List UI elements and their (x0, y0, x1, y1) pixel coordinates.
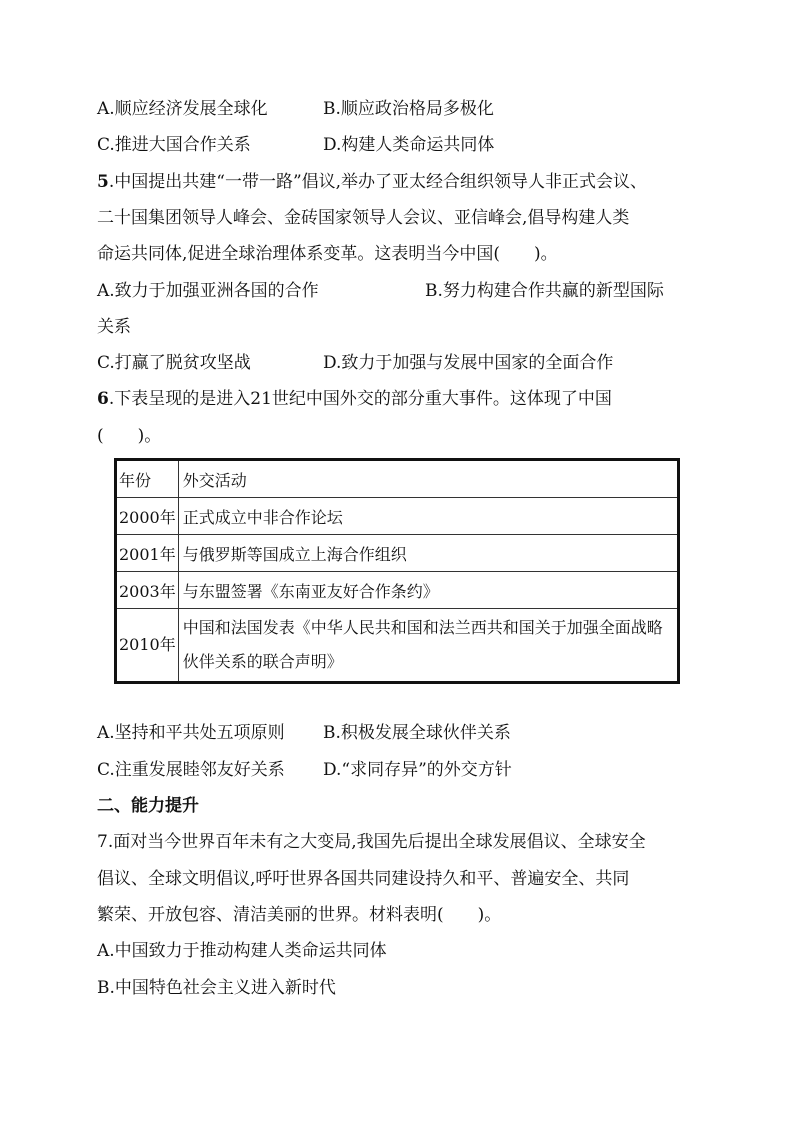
q5-option-a: A.致力于加强亚洲各国的合作 (97, 281, 319, 301)
q5-option-c: C.打赢了脱贫攻坚战 (97, 353, 251, 373)
q4-option-d: D.构建人类命运共同体 (323, 135, 495, 155)
q7-stem-line1: 7.面对当今世界百年未有之大变局,我国先后提出全球发展倡议、全球安全 (97, 832, 646, 852)
table-row (116, 535, 679, 572)
table-row (116, 498, 679, 535)
table-cell-year: 2000年 (116, 498, 179, 535)
q5-stem-line2: 二十国集团领导人峰会、金砖国家领导人会议、亚信峰会,倡导构建人类 (97, 208, 630, 228)
table-row (116, 572, 679, 609)
q6-stem-text: .下表呈现的是进入21世纪中国外交的部分重大事件。这体现了中国 (108, 389, 612, 409)
table-header-activity: 外交活动 (178, 460, 678, 498)
diplomacy-events-table (114, 458, 680, 684)
q5-stem-line3: 命运共同体,促进全球治理体系变革。这表明当今中国( )。 (97, 244, 558, 264)
table-cell-activity: 与东盟签署《东南亚友好合作条约》 (178, 572, 678, 609)
q5-stem-line1 (97, 170, 647, 194)
table-cell-activity: 与俄罗斯等国成立上海合作组织 (178, 535, 678, 572)
table-cell-year: 2003年 (116, 572, 179, 609)
q4-option-c: C.推进大国合作关系 (97, 135, 251, 155)
q7-option-b: B.中国特色社会主义进入新时代 (97, 978, 336, 998)
q7-stem-line2: 倡议、全球文明倡议,呼吁世界各国共同建设持久和平、普遍安全、共同 (97, 869, 630, 889)
table-cell-activity: 正式成立中非合作论坛 (178, 498, 678, 535)
section-title: 二、能力提升 (97, 796, 199, 816)
q5-option-b-cont: 关系 (97, 317, 131, 337)
q5-stem-text: .中国提出共建“一带一路”倡议,举办了亚太经合组织领导人非正式会议、 (108, 172, 648, 192)
q7-stem-line3: 繁荣、开放包容、清洁美丽的世界。材料表明( )。 (97, 905, 502, 925)
q6-option-b: B.积极发展全球伙伴关系 (323, 723, 511, 743)
q4-option-b: B.顺应政治格局多极化 (323, 99, 494, 119)
table-cell-year: 2010年 (116, 609, 179, 683)
table-header-row (116, 460, 679, 498)
q5-option-b: B.努力构建合作共赢的新型国际 (425, 281, 664, 301)
table-row (116, 609, 679, 683)
q6-option-c: C.注重发展睦邻友好关系 (97, 760, 285, 780)
q6-option-a: A.坚持和平共处五项原则 (97, 723, 285, 743)
q6-number: 6 (97, 389, 109, 409)
q7-option-a: A.中国致力于推动构建人类命运共同体 (97, 941, 387, 961)
q5-option-d: D.致力于加强与发展中国家的全面合作 (323, 353, 614, 373)
q4-option-a: A.顺应经济发展全球化 (97, 99, 268, 119)
q6-stem-line1 (97, 387, 612, 411)
table-header-year: 年份 (116, 460, 179, 498)
table-cell-activity: 中国和法国发表《中华人民共和国和法兰西共和国关于加强全面战略伙伴关系的联合声明》 (178, 609, 678, 683)
table-cell-year: 2001年 (116, 535, 179, 572)
q6-stem-line2: ( )。 (97, 426, 162, 446)
q5-number: 5 (97, 172, 109, 192)
q6-option-d: D.“求同存异”的外交方针 (323, 760, 512, 780)
